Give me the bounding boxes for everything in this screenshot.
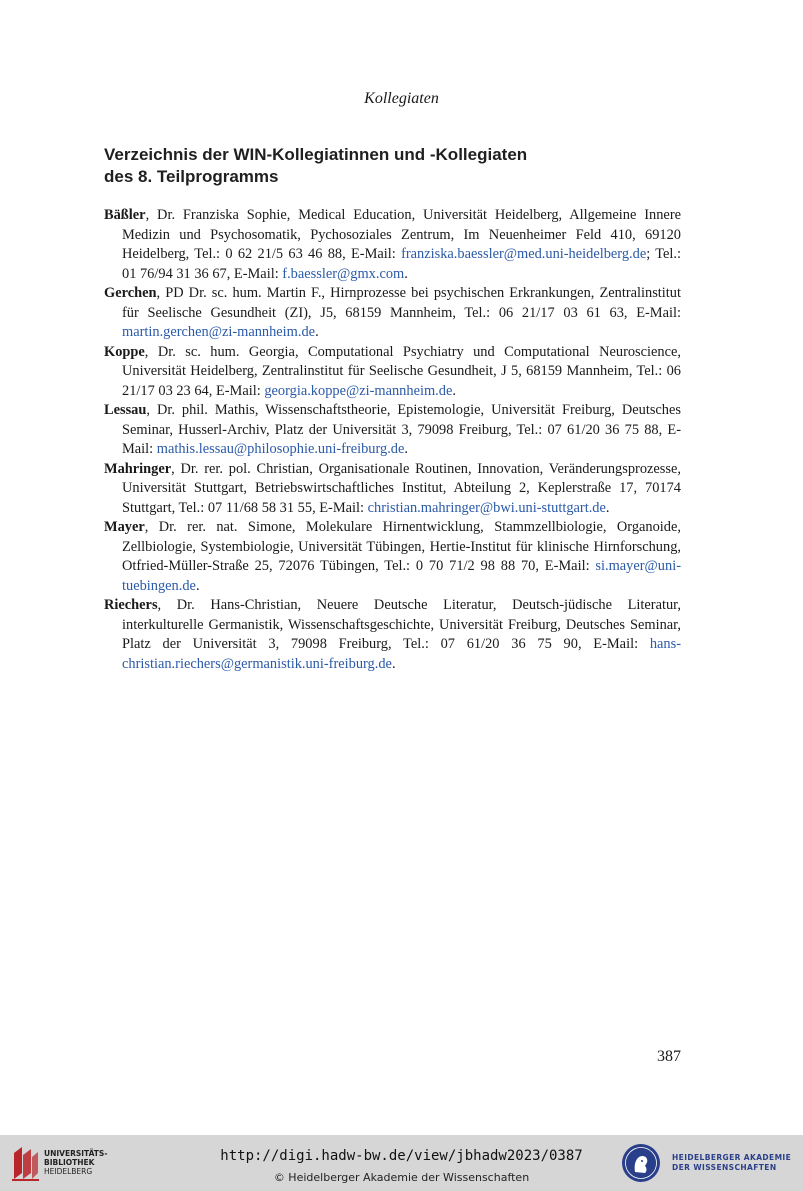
- member-details: , Dr. phil. Mathis, Wissenschaftstheorie, Epistemologie, Universität Freiburg, Deutsches Seminar, Husserl-Archiv, Platz der Universität 3, 79098 Freiburg, Tel.: 07 61/20 36 75 88, E-Mail:: [122, 402, 681, 457]
- academy-logo-line-2: DER WISSENSCHAFTEN: [672, 1163, 777, 1172]
- entry-end: .: [195, 577, 200, 594]
- library-logo-line-1: UNIVERSITÄTS-: [44, 1149, 108, 1158]
- email-link[interactable]: mathis.lessau@philosophie.uni-freiburg.de: [156, 441, 405, 457]
- member-details: , Dr. sc. hum. Georgia, Computational Psychiatry und Computational Neuroscience, Universität Heidelberg, Zentralinstitut für Seelische Gesundheit, J 5, 68159 Mannheim, Tel.: 06 21/17 03 23 64, E-Mail:: [122, 343, 681, 399]
- member-details-cont: ; Tel.: 01 76/94 31 36 67, E-Mail:: [122, 246, 681, 282]
- copyright-notice: © Heidelberger Akademie der Wissenschaften: [273, 1171, 530, 1184]
- email-link[interactable]: hans-christian.riechers@germanistik.uni-freiburg.de: [122, 636, 681, 672]
- page-number: 387: [657, 1048, 681, 1065]
- academy-seal-icon: [620, 1142, 662, 1184]
- email-link[interactable]: f.baessler@gmx.com: [282, 265, 405, 282]
- entry-end: .: [452, 382, 456, 399]
- member-name: Lessau: [104, 402, 147, 418]
- member-entry: [104, 343, 681, 402]
- entry-end: .: [315, 324, 319, 340]
- entry-end: .: [404, 441, 408, 457]
- member-entry: [104, 518, 681, 596]
- email-link[interactable]: christian.mahringer@bwi.uni-stuttgart.de: [367, 499, 606, 516]
- academy-logo-line-1: HEIDELBERGER AKADEMIE: [672, 1153, 792, 1162]
- member-name: Mahringer: [104, 460, 172, 477]
- member-entry: [104, 401, 681, 460]
- academy-logo-text: [672, 1153, 791, 1173]
- member-details: , Dr. rer. nat. Simone, Molekulare Hirnentwicklung, Stammzellbiologie, Organoide, Zellbiologie, Systembiologie, Universität Tübingen, Hertie-Institut für klinische Hirnforschung, Otfried-Müller-Straße 25, 72076 Tübingen, Tel.: 0 70 71/2 98 88 70, E-Mail:: [122, 519, 681, 574]
- member-name: Gerchen: [104, 285, 157, 301]
- member-list: [104, 206, 681, 674]
- heading-line-2: des 8. Teilprogramms: [104, 167, 279, 186]
- member-name: Mayer: [104, 519, 145, 535]
- page-heading: [104, 144, 704, 188]
- email-link[interactable]: georgia.koppe@zi-mannheim.de: [264, 382, 453, 399]
- email-link[interactable]: si.mayer@uni-tuebingen.de: [122, 558, 681, 594]
- member-name: Bäßler: [104, 207, 146, 223]
- hadw-logo[interactable]: [620, 1142, 803, 1184]
- library-logo-line-3: HEIDELBERG: [44, 1167, 93, 1176]
- member-name: Koppe: [104, 343, 145, 360]
- member-details: , Dr. rer. pol. Christian, Organisationale Routinen, Innovation, Veränderungsprozesse, Universität Stuttgart, Betriebswirtschaftliches Institut, Abteilung 2, Keplerstraße 17, 70174 Stuttgart, Tel.: 07 11/68 58 31 55, E-Mail:: [122, 460, 681, 516]
- email-link[interactable]: franziska.baessler@med.uni-heidelberg.de: [401, 246, 647, 262]
- permalink-url[interactable]: http://digi.hadw-bw.de/view/jbhadw2023/0387: [220, 1148, 583, 1164]
- member-details: , Dr. Franziska Sophie, Medical Education, Universität Heidelberg, Allgemeine Innere Medizin und Psychosomatik, Pychosoziales Zentrum, Im Neuenheimer Feld 410, 69120 Heidelberg, Tel.: 0 62 21/5 63 46 88, E-Mail:: [122, 207, 681, 262]
- email-link[interactable]: martin.gerchen@zi-mannheim.de: [122, 324, 316, 340]
- entry-end: .: [391, 655, 396, 672]
- heading-line-1: Verzeichnis der WIN-Kollegiatinnen und -Kollegiaten: [104, 145, 528, 164]
- running-head: Kollegiaten: [364, 90, 439, 107]
- footer-bar: [0, 1135, 803, 1191]
- entry-end: .: [605, 499, 610, 516]
- member-entry: [104, 206, 681, 284]
- member-name: Riechers: [104, 597, 158, 613]
- entry-end: .: [404, 265, 408, 282]
- member-entry: [104, 460, 681, 519]
- member-entry: [104, 284, 681, 343]
- library-logo-line-2: BIBLIOTHEK: [44, 1158, 95, 1167]
- member-entry: [104, 596, 681, 674]
- member-details: , PD Dr. sc. hum. Martin F., Hirnprozesse bei psychischen Erkrankungen, Zentralinstitut für Seelische Gesundheit (ZI), J5, 68159 Mannheim, Tel.: 06 21/17 03 61 63, E-Mail:: [122, 285, 681, 321]
- member-details: , Dr. Hans-Christian, Neuere Deutsche Literatur, Deutsch-jüdische Literatur, interkulturelle Germanistik, Wissenschaftsgeschichte, Universität Freiburg, Deutsches Seminar, Platz der Universität 3, 79098 Freiburg, Tel.: 07 61/20 36 75 90, E-Mail:: [122, 597, 681, 652]
